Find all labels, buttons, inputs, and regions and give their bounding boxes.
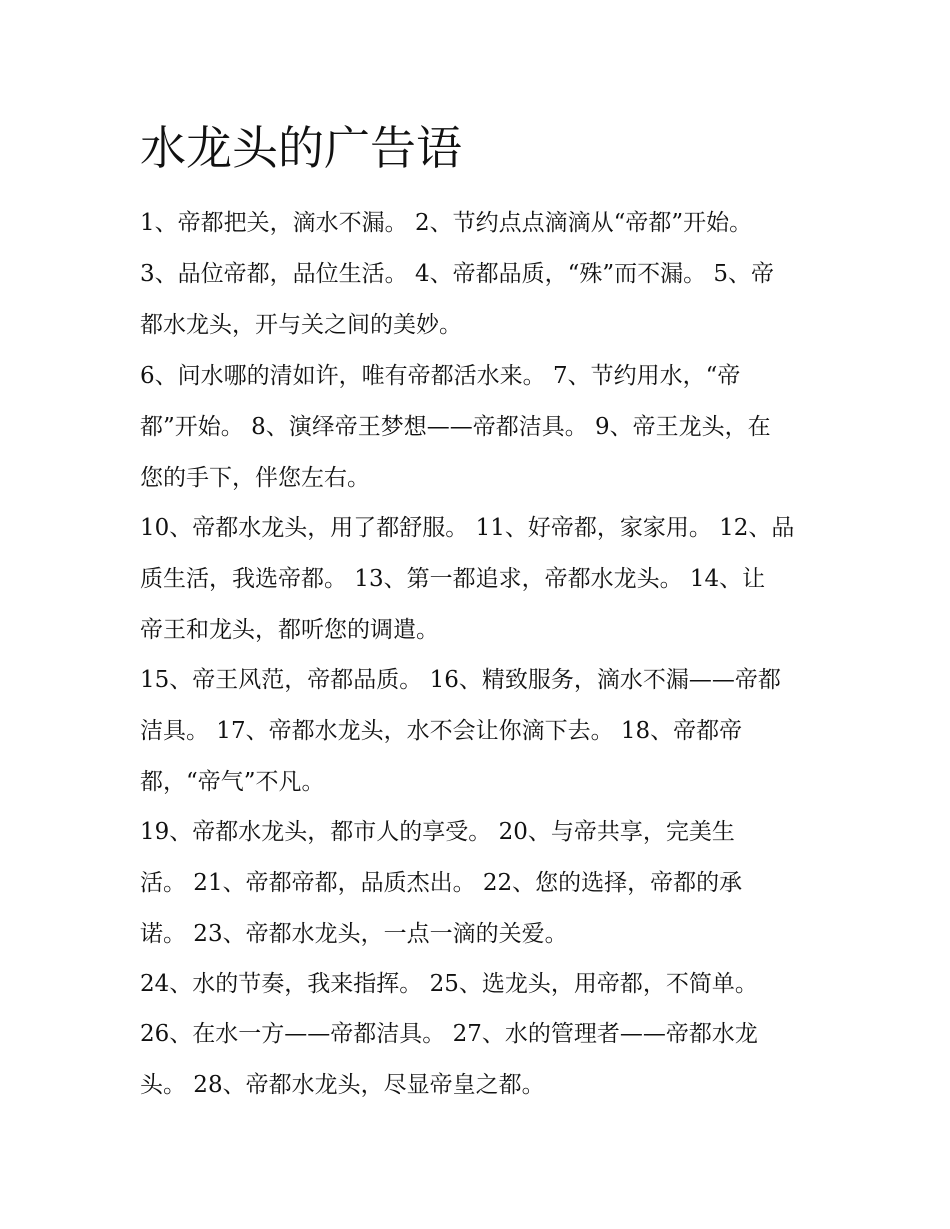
paragraph-line: 您的手下，伴您左右。 [140, 465, 370, 491]
paragraph-line: 15、帝王风范，帝都品质。 16、精致服务，滴水不漏——帝都 [140, 667, 781, 693]
paragraph-line: 19、帝都水龙头，都市人的享受。 20、与帝共享，完美生 [140, 819, 735, 845]
paragraph-line: 1、帝都把关，滴水不漏。 2、节约点点滴滴从“帝都”开始。 [140, 210, 753, 236]
paragraph-6 [140, 807, 742, 960]
paragraph-5 [140, 655, 781, 808]
paragraph-line: 都，“帝气”不凡。 [140, 769, 325, 795]
paragraph-line: 质生活，我选帝都。 13、第一都追求，帝都水龙头。 14、让 [140, 566, 766, 592]
paragraph-2 [140, 249, 774, 351]
paragraph-line: 都水龙头，开与关之间的美妙。 [140, 312, 462, 338]
paragraph-line: 洁具。 17、帝都水龙头，水不会让你滴下去。 18、帝都帝 [140, 718, 743, 744]
paragraph-line: 6、问水哪的清如许，唯有帝都活水来。 7、节约用水，“帝 [140, 363, 741, 389]
page-title: 水龙头的广告语 [140, 121, 462, 175]
paragraph-line: 帝王和龙头，都听您的调遣。 [140, 617, 439, 643]
paragraph-1 [140, 198, 752, 249]
paragraph-3 [140, 351, 771, 504]
paragraph-line: 活。 21、帝都帝都，品质杰出。 22、您的选择，帝都的承 [140, 870, 743, 896]
paragraph-line: 3、品位帝都，品位生活。 4、帝都品质，“殊”而不漏。 5、帝 [140, 261, 775, 287]
paragraph-8 [140, 1009, 758, 1111]
paragraph-4 [140, 503, 794, 656]
paragraph-line: 24、水的节奏，我来指挥。 25、选龙头，用帝都，不简单。 [140, 971, 758, 997]
paragraph-7 [140, 959, 758, 1010]
paragraph-line: 头。 28、帝都水龙头，尽显帝皇之都。 [140, 1072, 545, 1098]
paragraph-line: 26、在水一方——帝都洁具。 27、水的管理者——帝都水龙 [140, 1021, 758, 1047]
paragraph-line: 都”开始。 8、演绎帝王梦想——帝都洁具。 9、帝王龙头，在 [140, 414, 771, 440]
paragraph-line: 10、帝都水龙头，用了都舒服。 11、好帝都，家家用。 12、品 [140, 515, 795, 541]
paragraph-line: 诺。 23、帝都水龙头，一点一滴的关爱。 [140, 921, 568, 947]
